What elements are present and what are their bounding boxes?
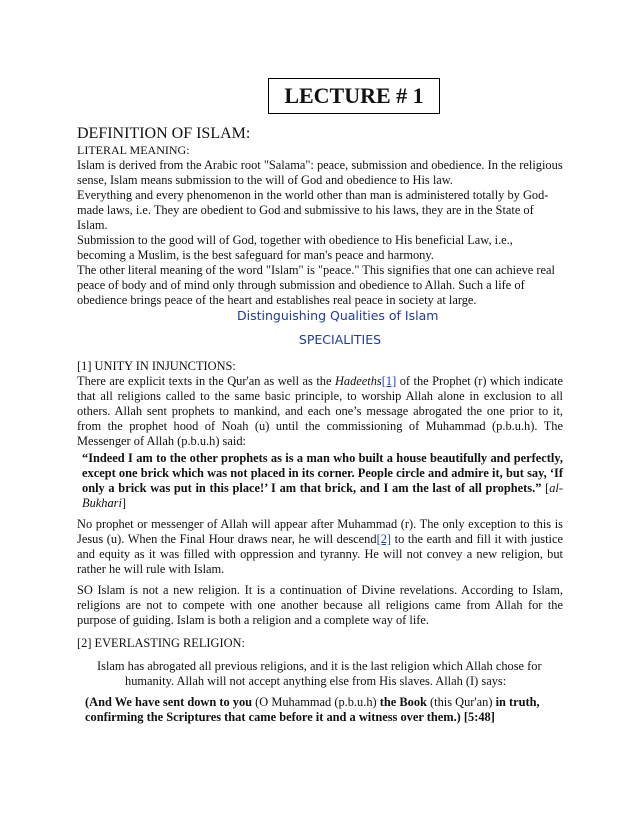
unity-text-a: There are explicit texts in the Qur'an as well as the	[77, 374, 335, 388]
quran-note-1: (O Muhammad (p.b.u.h)	[255, 695, 380, 709]
definition-paragraph-3: Submission to the good will of God, together with obedience to His beneficial Law, i.e., becoming a Muslim, is the best safeguard for man's peace and harmony.	[77, 233, 513, 262]
hadeeths-word: Hadeeths	[334, 374, 382, 388]
footnote-link-2[interactable]: [2]	[376, 532, 392, 546]
quote-source-open: [	[545, 481, 550, 495]
definition-heading: DEFINITION OF ISLAM:	[77, 125, 251, 142]
document-body	[77, 124, 563, 725]
definition-paragraph-2: Everything and every phenomenon in the world other than man is administered totally by God-made laws, i.e. They are obedient to God and submissive to his laws, they are in the State of Islam.	[77, 188, 549, 232]
quote-source: al-Bukhari	[82, 481, 563, 510]
unity-heading: [1] UNITY IN INJUNCTIONS:	[77, 359, 236, 373]
hadith-quote	[77, 451, 563, 511]
quran-bold-1: the Book	[379, 695, 431, 709]
unity-paragraph-1	[77, 374, 563, 449]
lecture-title-box: LECTURE # 1	[268, 78, 440, 114]
definition-paragraph-1: Islam is derived from the Arabic root "Salama": peace, submission and obedience. In the religious sense, Islam means submission to the will of God and obedience to His law.	[77, 158, 563, 187]
literal-meaning-heading: LITERAL MEANING:	[77, 143, 190, 157]
specialities-title: SPECIALITIES	[298, 332, 382, 347]
quran-bold-2: in truth, confirming the Scriptures that came before it and a witness over them.) [5:48]	[85, 695, 540, 724]
definition-paragraph-4: The other literal meaning of the word "Islam" is "peace." This signifies that one can achieve real peace of body and of mind only through submission and obedience to Allah. Such a life of obedience brings peace of the heart and establishes real peace in society at large.	[77, 263, 555, 307]
unity-text-b: of the Prophet (r) which indicate that all religions called to the same basic principle, to worship Allah alone in exclusion to all others. Allah sent prophets to mankind, and each one’s message abrogated the one prior to it, from the prophet hood of Noah (u) until the commissioning of Muhammad (p.b.u.h). The Messenger of Allah (p.b.u.h) said:	[77, 374, 563, 448]
quran-quote	[77, 695, 563, 725]
unity-paragraph-3: SO Islam is not a new religion. It is a continuation of Divine revelations. According to Islam, religions are not to compete with one another because all religions came from Allah for the purpose of guiding. Islam is both a religion and a complete way of life.	[77, 583, 563, 627]
unity-para2-text-b: to the earth and fill it with justice and equity as it was filled with oppression and tyranny. He will not convey a new religion, but rather he will rule with Islam.	[77, 532, 564, 576]
hadith-quote-text: “Indeed I am to the other prophets as is a man who built a house beautifully and perfectly, except one brick which was not placed in its corner. People circle and admire it, but say, ‘If only a brick was put in this place!’ I am that brick, and I am the last of all prophets.”	[82, 451, 563, 495]
everlasting-heading: [2] EVERLASTING RELIGION:	[77, 636, 245, 650]
everlasting-paragraph-line-1: Islam has abrogated all previous religions, and it is the last religion which Allah chose for	[97, 659, 542, 673]
unity-paragraph-2	[77, 517, 563, 577]
distinguishing-qualities-title: Distinguishing Qualities of Islam	[237, 308, 439, 323]
quran-note-2: (this Qur'an)	[430, 695, 496, 709]
quote-source-close: ]	[121, 496, 127, 510]
quran-open: (And We have sent down to you	[85, 695, 256, 709]
footnote-link-1[interactable]: [1]	[381, 374, 397, 388]
everlasting-paragraph-line-2: humanity. Allah will not accept anything else from His slaves. Allah (I) says:	[125, 674, 507, 688]
unity-para2-text-a: No prophet or messenger of Allah will appear after Muhammad (r). The only exception to this is Jesus (u). When the Final Hour draws near, he will descend	[77, 517, 563, 546]
